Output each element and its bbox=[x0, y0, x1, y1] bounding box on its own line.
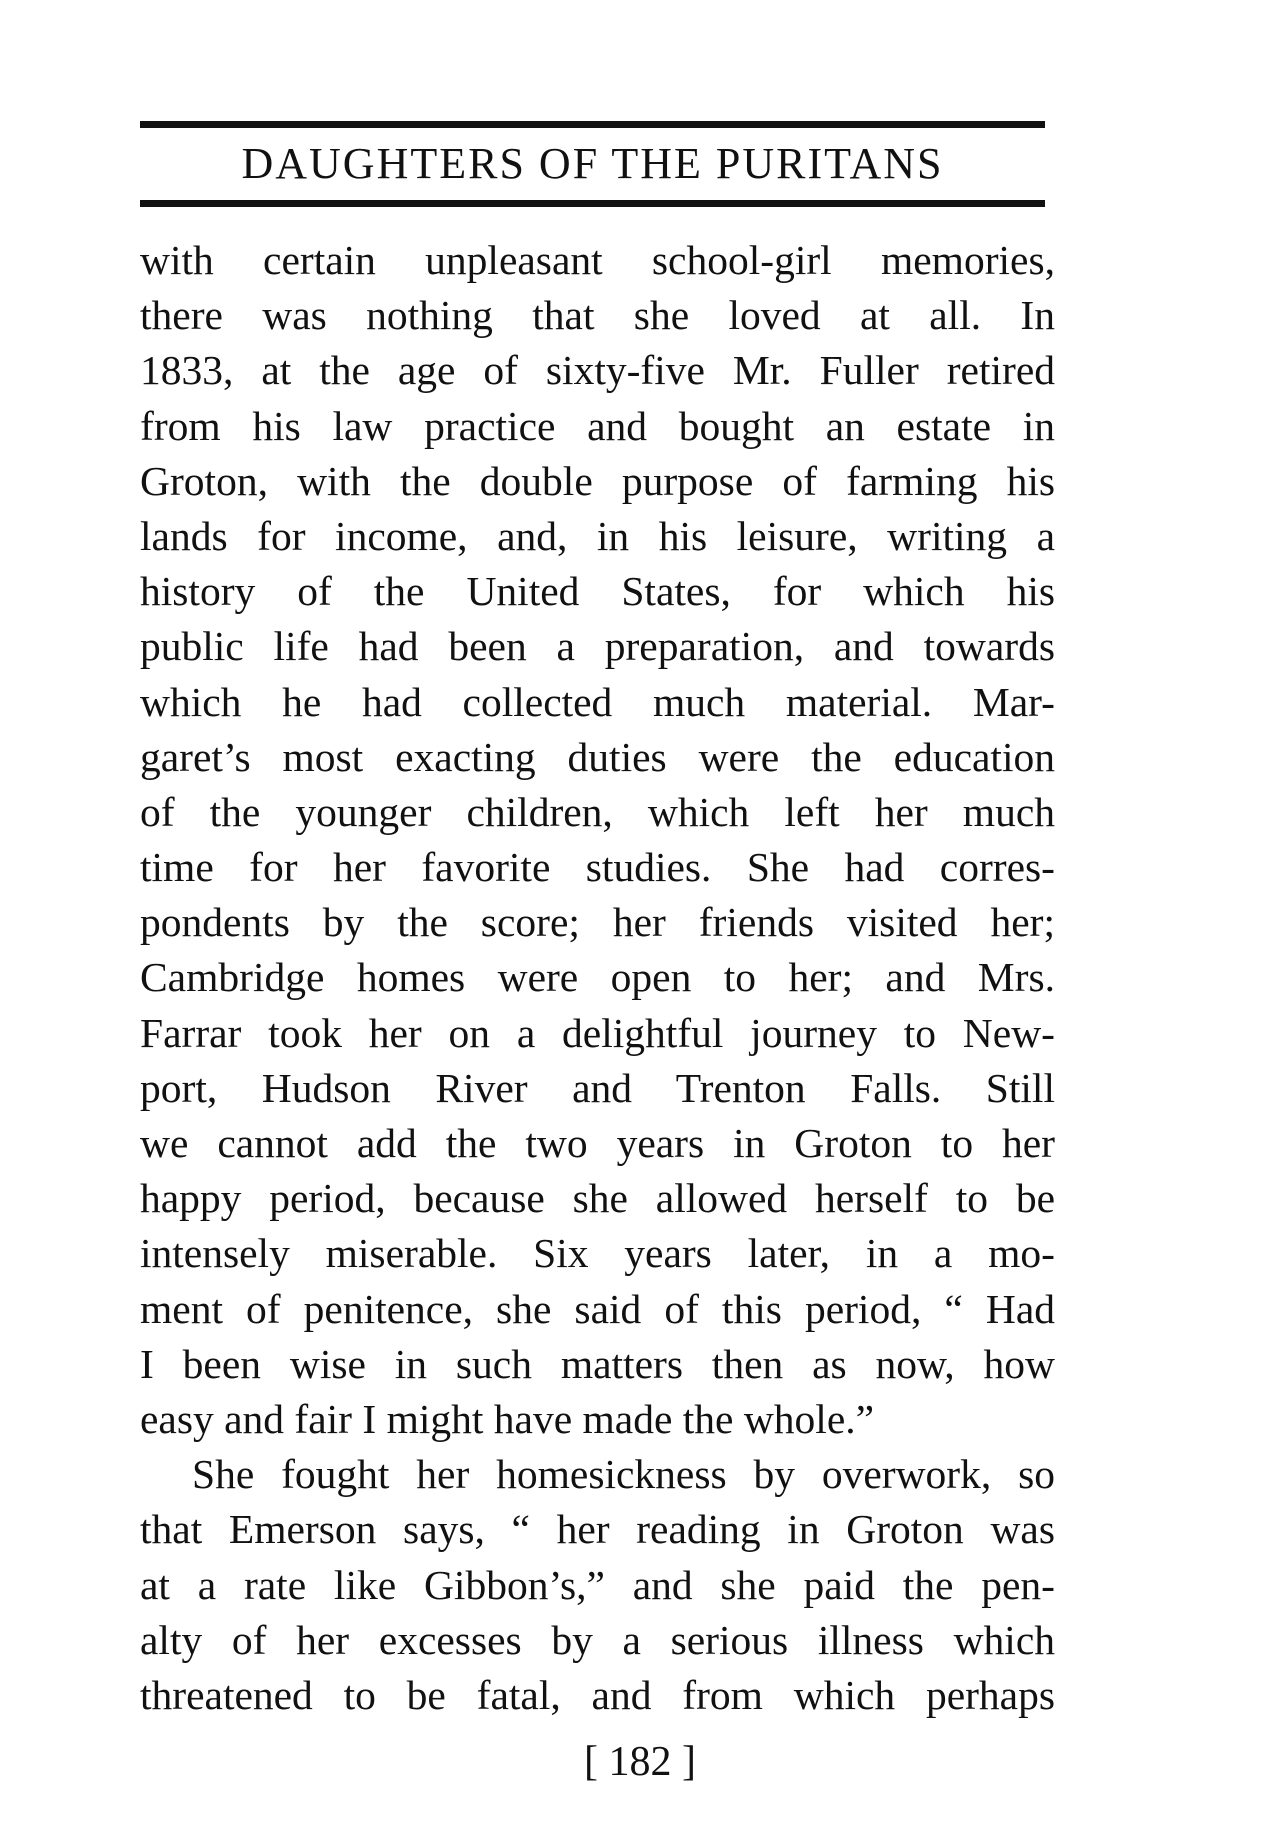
text-line: port, Hudson River and Trenton Falls. Still bbox=[140, 1064, 1055, 1111]
text-line: at a rate like Gibbon’s,” and she paid the pen- bbox=[140, 1561, 1055, 1608]
text-line: garet’s most exacting duties were the education bbox=[140, 733, 1055, 780]
text-line: Groton, with the double purpose of farming his bbox=[140, 457, 1055, 504]
text-line: happy period, because she allowed herself to be bbox=[140, 1175, 1055, 1222]
text-line: ment of penitence, she said of this period, “ Had bbox=[140, 1285, 1055, 1332]
body-text bbox=[140, 233, 1055, 1723]
text-line: threatened to be fatal, and from which perhaps bbox=[140, 1671, 1055, 1718]
text-line: alty of her excesses by a serious illness which bbox=[140, 1616, 1055, 1663]
text-line: Farrar took her on a delightful journey to New- bbox=[140, 1009, 1055, 1056]
text-line: we cannot add the two years in Groton to her bbox=[140, 1120, 1055, 1166]
running-head: DAUGHTERS OF THE PURITANS bbox=[241, 139, 944, 188]
text-line: pondents by the score; her friends visited her; bbox=[140, 899, 1055, 946]
text-line: with certain unpleasant school-girl memories, bbox=[140, 237, 1055, 283]
text-line: lands for income, and, in his leisure, writing a bbox=[140, 512, 1055, 559]
text-line: She fought her homesickness by overwork, so bbox=[192, 1451, 1055, 1498]
text-line: intensely miserable. Six years later, in a mo- bbox=[140, 1230, 1055, 1277]
text-line: of the younger children, which left her much bbox=[140, 788, 1055, 835]
text-line: public life had been a preparation, and towards bbox=[140, 623, 1055, 670]
header-top-rule bbox=[140, 121, 1045, 128]
text-line: time for her favorite studies. She had corres- bbox=[140, 844, 1055, 891]
text-line: I been wise in such matters then as now, how bbox=[140, 1340, 1055, 1387]
page-number: [ 182 ] bbox=[584, 1739, 696, 1785]
text-line: there was nothing that she loved at all. In bbox=[140, 292, 1055, 339]
text-line: history of the United States, for which his bbox=[140, 568, 1055, 615]
text-line: from his law practice and bought an estate in bbox=[140, 402, 1055, 449]
text-line: that Emerson says, “ her reading in Groton was bbox=[140, 1506, 1055, 1553]
text-line: 1833, at the age of sixty-five Mr. Fuller retired bbox=[140, 347, 1055, 394]
text-line: Cambridge homes were open to her; and Mrs. bbox=[140, 954, 1055, 1001]
text-line: which he had collected much material. Mar- bbox=[140, 678, 1055, 725]
text-line: easy and fair I might have made the whole.” bbox=[140, 1395, 875, 1442]
header-bottom-rule bbox=[140, 200, 1045, 207]
